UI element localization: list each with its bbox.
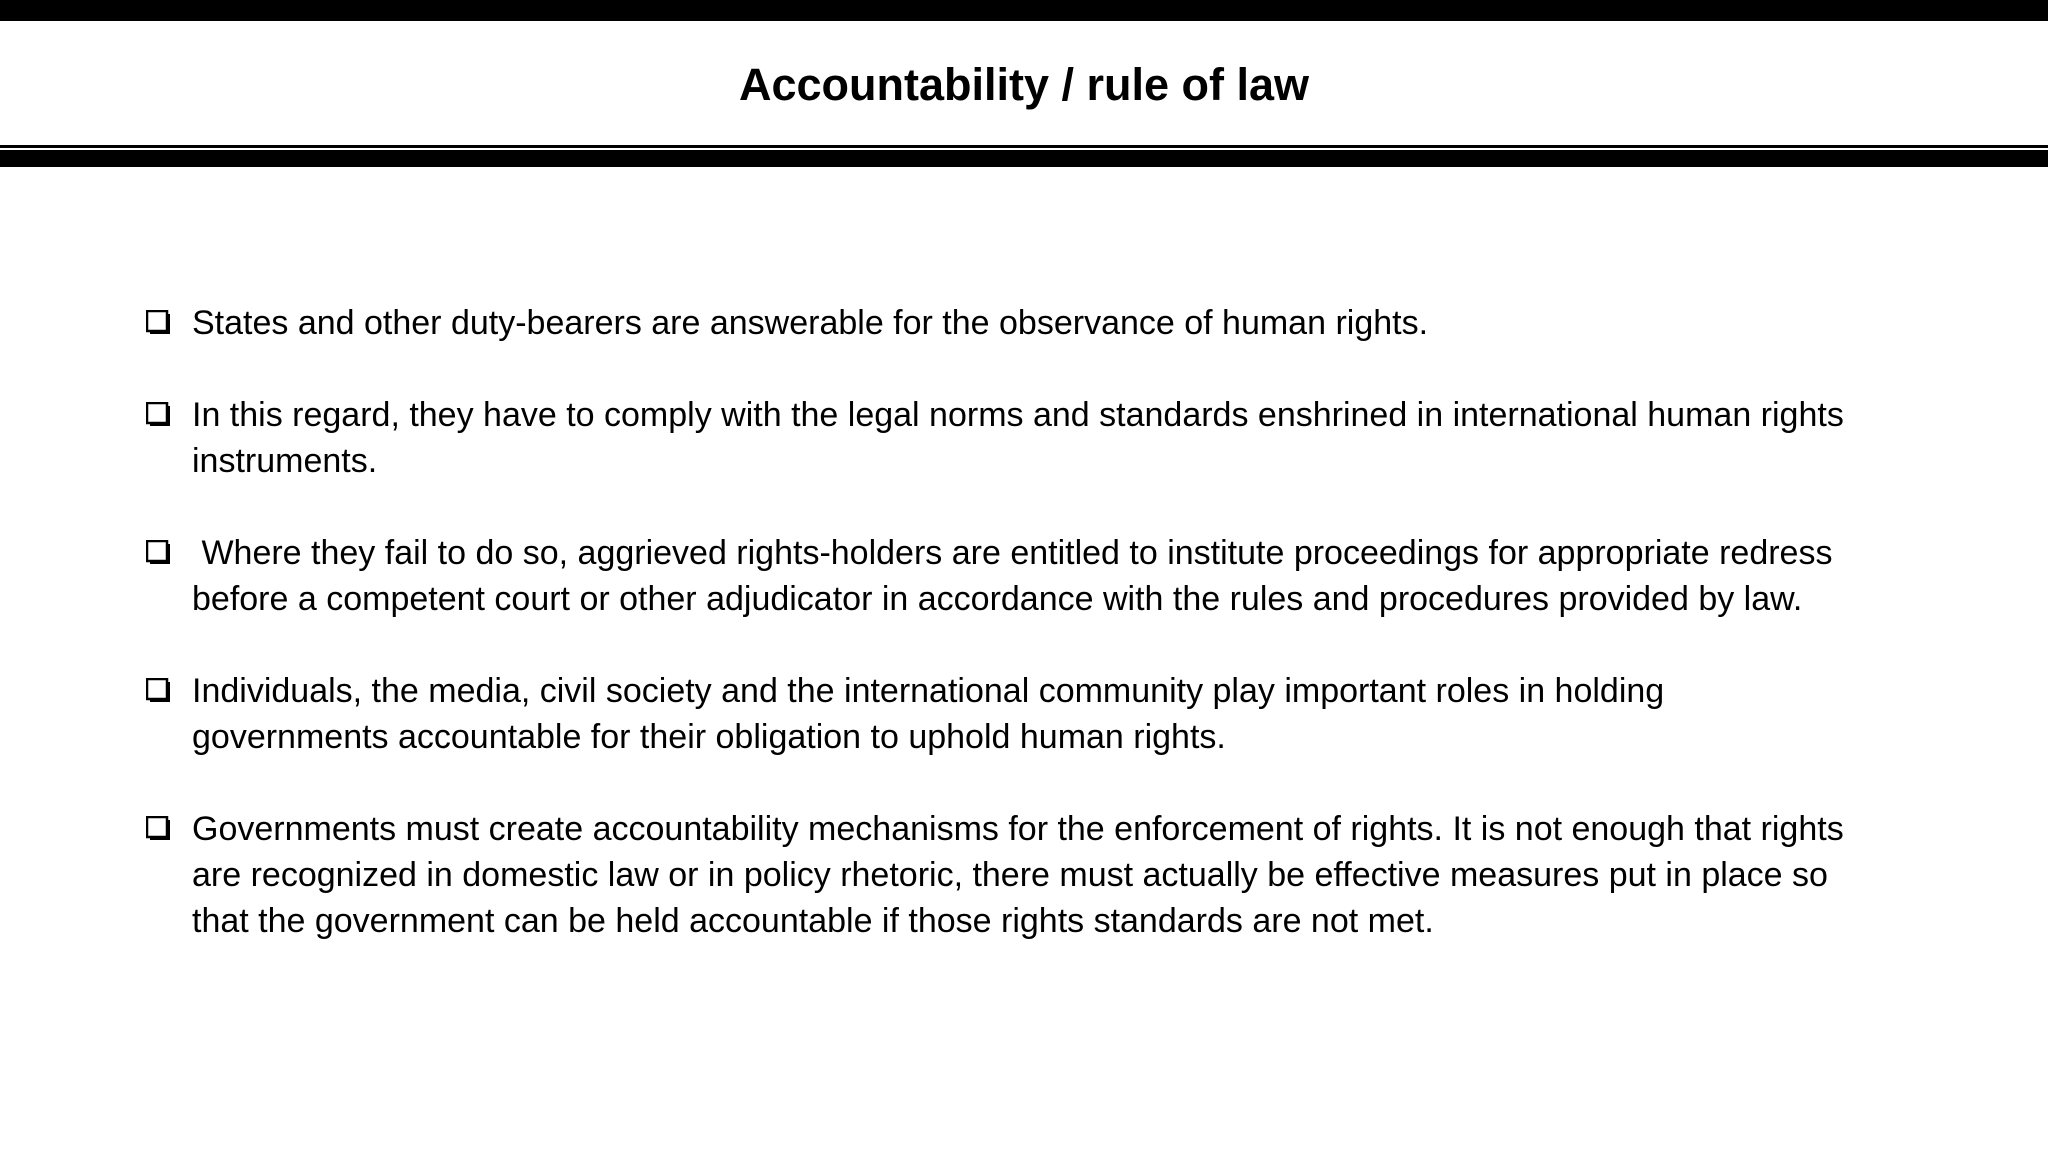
checkbox-square-icon	[146, 402, 172, 428]
top-border-bar	[0, 0, 2048, 21]
bullet-text: Where they fail to do so, aggrieved rights-holders are entitled to institute proceedings for appropriate redress before a competent court or other adjudicator in accordance with the rules and procedures provided by law.	[192, 534, 1842, 618]
title-divider-thin	[0, 145, 2048, 148]
title-band	[0, 21, 2048, 145]
bullet-text: In this regard, they have to comply with the legal norms and standards enshrined in international human rights instruments.	[192, 396, 1844, 480]
bullet-text: States and other duty-bearers are answerable for the observance of human rights.	[192, 304, 1429, 342]
title-divider-thick	[0, 150, 2048, 167]
bullet-item	[144, 806, 1864, 944]
checkbox-square-icon	[146, 310, 172, 336]
bullet-text: Individuals, the media, civil society and the international community play important roles in holding governments accountable for their obligation to uphold human rights.	[192, 672, 1665, 756]
slide-title: Accountability / rule of law	[738, 59, 1310, 110]
bullet-item	[144, 300, 1864, 346]
checkbox-square-icon	[146, 678, 172, 704]
bullet-item	[144, 392, 1864, 484]
bullet-item	[144, 530, 1864, 622]
checkbox-square-icon	[146, 816, 172, 842]
bullet-list	[144, 300, 1864, 990]
bullet-text: Governments must create accountability mechanisms for the enforcement of rights. It is not enough that rights are recognized in domestic law or in policy rhetoric, there must actually be effective measures put in place so that the government can be held accountable if those rights standards are not met.	[192, 810, 1844, 940]
bullet-item	[144, 668, 1864, 760]
checkbox-square-icon	[146, 540, 172, 566]
